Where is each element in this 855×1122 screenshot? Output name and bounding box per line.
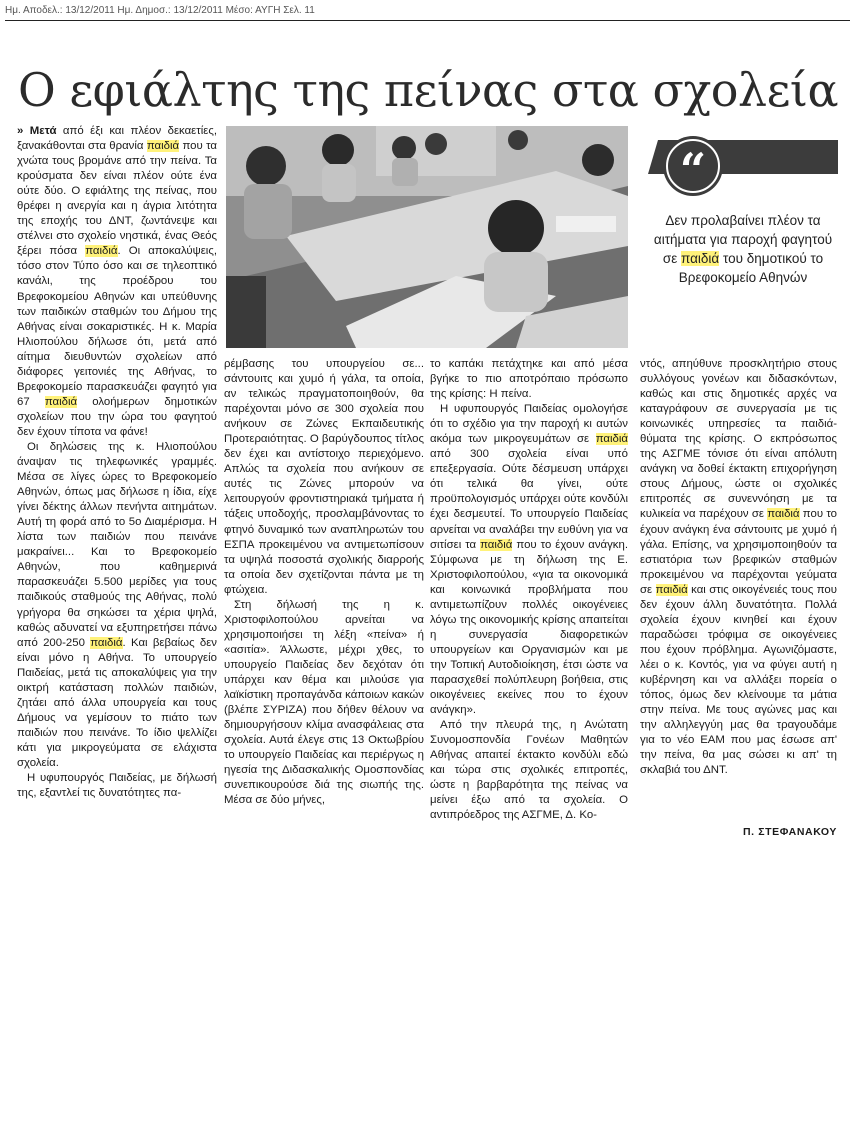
article-paragraph — [430, 357, 628, 402]
article-paragraph — [224, 598, 424, 809]
lead-marker: » — [17, 125, 30, 137]
article-paragraph — [17, 124, 217, 440]
paragraph-text: . Και βεβαίως δεν είναι μόνο η Αθήνα. Το υπουργείο Παιδείας, μετά τις αποκαλύψεις για την οικτρή κατάσταση πολλών παιδιών, ζητάει από άλλα υπουργεία και τους Δήμους να γεμίσουν το πιάτο των παιδιών που πεινάνε. Το ίδιο ψελλίζει κάτι για μικρογεύματα σε ελάχιστα σχολεία. — [17, 636, 217, 769]
pull-quote-line-2: του δημοτικού το Βρεφοκομείο Αθηνών — [678, 251, 824, 285]
article-title: Ο εφιάλτης της πείνας στα σχολεία — [18, 63, 839, 117]
article-column-3 — [430, 357, 628, 823]
svg-text:“: “ — [679, 143, 707, 197]
article-paragraph — [224, 357, 424, 598]
paragraph-text: το καπάκι πετάχτηκε και από μέσα βγήκε το πιο αποτρόπαιο πρόσωπο της κρίσης: Η πείνα. — [430, 358, 628, 401]
highlighted-word: παιδιά — [655, 583, 688, 596]
article-paragraph — [17, 771, 217, 801]
highlighted-word: παιδιά — [85, 245, 118, 258]
article-paragraph — [640, 357, 837, 778]
pull-quote — [648, 134, 838, 287]
paragraph-text: ολοήμερων δημοτικών σχολείων που την ώρα του φαγητού δεν έχουν τίποτα να φάνε! — [17, 395, 218, 438]
highlighted-word: παιδιά — [480, 538, 513, 551]
paragraph-text: ρέμβασης του υπουργείου σε... σάντουιτς και χυμό ή γάλα, τα οποία, αν τελικώς πραγματοποιηθούν, θα παρέχονται μόνο σε 300 σχολεία που ανήκουν σε Ζώνες Εκπαιδευτικής Προτεραιότητας. Ο βαρύγδουπος τίτλος δεν έχει και αντίστοιχο περιεχόμενο. Απλώς τα σχολεία που ανήκουν σε αυτές τις Ζώνες μπορούν να λειτουργούν φροντιστηριακά τμήματα ή τάξεις υποδοχής, προσλαμβάνοντας το φτηνό δυναμικό των αναπληρωτών του ΕΣΠΑ προκειμένου να αντιμετωπίσουν τα υψηλά ποσοστά σχολικής διαρροής τα οποία δεν σχετίζονται πάντα με τη φτώχεια. — [224, 358, 424, 596]
highlighted-word: παιδιά — [90, 636, 123, 649]
paragraph-text: που το έχουν ανάγκη. Σύμφωνα με τη δήλωση της Ε. Χριστοφιλοπούλου, «για τα οικονομικά και κοινωνικά προβλήματα που αντιμετωπίζουν πολλές οικογένειες λόγω της οικονομικής κρίσης απαιτείται η συνεργασία διαφορετικών υπουργείων και Οργανισμών και με την Τοπική Αυτοδιοίκηση, έτσι ώστε να παρασχεθεί πολύπλευρη βοήθεια, στις οικογένειες εκείνες που το έχουν ανάγκη». — [430, 538, 628, 717]
author-byline: Π. ΣΤΕΦΑΝΑΚΟΥ — [743, 826, 837, 838]
pull-quote-text — [648, 211, 838, 287]
paragraph-text: από 300 σχολεία είναι υπό επεξεργασία. Ούτε δέσμευση υπάρχει ότι τελικά θα γίνει, ούτε προϋπολογισμός υπάρχει ούτε κονδύλι έχει δεσμευτεί. Το υπουργείο Παιδείας αρνείται να αναλάβει την ευθύνη για να σιτίσει τα — [430, 448, 628, 551]
clipping-header — [5, 2, 850, 21]
clipping-meta: Ημ. Αποδελ.: 13/12/2011 Ημ. Δημοσ.: 13/12/2011 Μέσο: ΑΥΓΗ Σελ. 11 — [5, 5, 315, 16]
paragraph-text: και στις οικογένειές τους που δεν έχουν άλλη δυνατότητα. Πολλά σχολεία έχουν κινηθεί και έχουν παραδώσει τρόφιμα σε οικογένειες που έχουν πρόβλημα. Αγωνιζόμαστε, λέει ο κ. Κοντός, για να φύγει αυτή η κυβέρνηση και να αλλάξει πορεία ο τόπος, όμως δεν κλείνουμε τα μάτια στην πείνα. Με τους αγώνες μας και την αλληλεγγύη μας θα τραγουδάμε για το νέο ΕΑΜ που μας έσωσε απ' την πείνα, θα μας σώσει κι απ' τη σκλαβιά του ΔΝΤ. — [640, 583, 837, 777]
paragraph-text: ντός, απηύθυνε προσκλητήριο στους συλλόγους γονέων και διδασκόντων, καθώς και στις δημοτικές αρχές να καταγράφουν σε συνεργασία με τις κοινωνικές υπηρεσίες τα παιδιά-θύματα της κρίσης. Ο εκπρόσωπος της ΑΣΓΜΕ τόνισε ότι είναι απόλυτη ανάγκη να δοθεί έκτακτη επιχορήγηση στους Δήμους, ώστε οι σχολικές επιτροπές σε συνεννόηση με τα κυλικεία να παρέχουν σε — [640, 358, 837, 521]
paragraph-text: Η υφυπουργός Παιδείας ομολογήσε ότι το σχέδιο για την παροχή κι αυτών ακόμα των μικρογευμάτων σε — [430, 403, 628, 446]
paragraph-text: Στη δήλωσή της η κ. Χριστοφιλοπούλου αρνείται να χρησιμοποιήσει τη λέξη «πείνα» ή «ασιτία». Άλλωστε, μέχρι χθες, το υπουργείο Παιδείας δεν δεχόταν ότι υπάρχει καν θέμα και μιλούσε για λαϊκίστικη προπαγάνδα κάποιων κακών (βλέπε ΣΥΡΙΖΑ) που δήθεν θέλουν να δημιουργήσουν κλίμα ανασφάλειας στα σχολεία. Αυτά έλεγε στις 13 Οκτωβρίου το υπουργείο Παιδείας και περιέργως η ηγεσία της Διδασκαλικής Ομοσπονδίας συνεπικουρούσε διά της σιωπής της. Μέσα σε δύο μήνες, — [224, 598, 424, 807]
article-paragraph — [430, 718, 628, 823]
pull-quote-highlight: παιδιά — [680, 251, 720, 266]
article-column-2 — [224, 357, 424, 808]
article-paragraph — [430, 402, 628, 718]
highlighted-word: παιδιά — [44, 395, 78, 408]
article-column-4 — [640, 357, 837, 778]
paragraph-text: από έξι και πλέον δεκαετίες, ξανακάθονται στα θρανία — [17, 125, 217, 153]
lead-word: Μετά — [29, 125, 57, 137]
paragraph-text: Η υφυπουργός Παιδείας, με δήλωσή της, εξαντλεί τις δυνατότητες πα- — [17, 772, 217, 800]
highlighted-word: παιδιά — [146, 140, 180, 153]
highlighted-word: παιδιά — [595, 433, 628, 446]
quote-mark-icon — [648, 134, 838, 200]
highlighted-word: παιδιά — [767, 508, 800, 521]
pull-quote-line-1: Δεν προλαβαίνει πλέον τα αιτήματα για παροχή φαγητού σε — [653, 213, 833, 266]
paragraph-text: που τα χνώτα τους βρομάνε από την πείνα. Τα κρούσματα δεν είναι πλέον ούτε ένα ούτε δύο. Ο εφιάλτης της πείνας, που θρέφει η ανεργία και η άγρια λιτότητα της εποχής του ΔΝΤ, ζωντάνεψε και στέλνει στο σχολείο νηστικά, ένας Θεός ξέρει πόσα — [17, 140, 218, 258]
paragraph-text: . Οι αποκαλύψεις, τόσο στον Τύπο όσο και σε τηλεοπτικό κανάλι, της προέδρου του Βρεφοκομείου Αθηνών και υπεύθυνης των παιδικών σταθμών του Δήμου της Αθήνας είναι σοκαριστικές. Η κ. Μαρία Ηλιοπούλου δήλωσε ότι, μετά από αίτημα διευθυντών σχολείων από διάφορες γειτονιές της Αθήνας, το Βρεφοκομείο παρασκευάζει φαγητό για 67 — [17, 245, 217, 408]
paragraph-text: που το έχουν ανάγκη ένα σάντουιτς με χυμό ή γάλα. Επίσης, να χρησιμοποιηθούν τα εστιατόρια των βρεφικών σταθμών προκειμένου να παρέχονται γεύματα σε — [640, 508, 837, 596]
paragraph-text: Οι δηλώσεις της κ. Ηλιοπούλου άναψαν τις τηλεφωνικές γραμμές. Μέσα σε λίγες ώρες το Βρεφοκομείο Αθηνών, όπως μας δήλωσε η ίδια, είχε γίνει δέκτης άλλων πενήντα αιτημάτων. Αυτή τη φορά από το 5ο Διαμέρισμα. Η λίστα των παιδιών που πεινάνε μακραίνει... Και το Βρεφοκομείο Αθηνών, που καθημερινά παρασκευάζει 5.500 μερίδες για τους παιδικούς σταθμούς της Αθήνας, πολύ γρήγορα θα σηκώσει τα χέρια ψηλά, καθώς αδυνατεί να εξυπηρετήσει πάνω από 200-250 — [17, 440, 217, 649]
paragraph-text: Από την πλευρά της, η Ανώτατη Συνομοσπονδία Γονέων Μαθητών Αθήνας απαιτεί έκτακτο κονδύλι εδώ και τώρα στις σχολικές επιτροπές, ώστε η βαρβαρότητα της πείνας να μείνει έξω από τα σχολεία. Ο αντιπρόεδρος της ΑΣΓΜΕ, Δ. Κο- — [430, 719, 628, 822]
article-paragraph — [17, 440, 217, 771]
article-column-1 — [17, 124, 217, 801]
article-photo — [226, 126, 628, 348]
